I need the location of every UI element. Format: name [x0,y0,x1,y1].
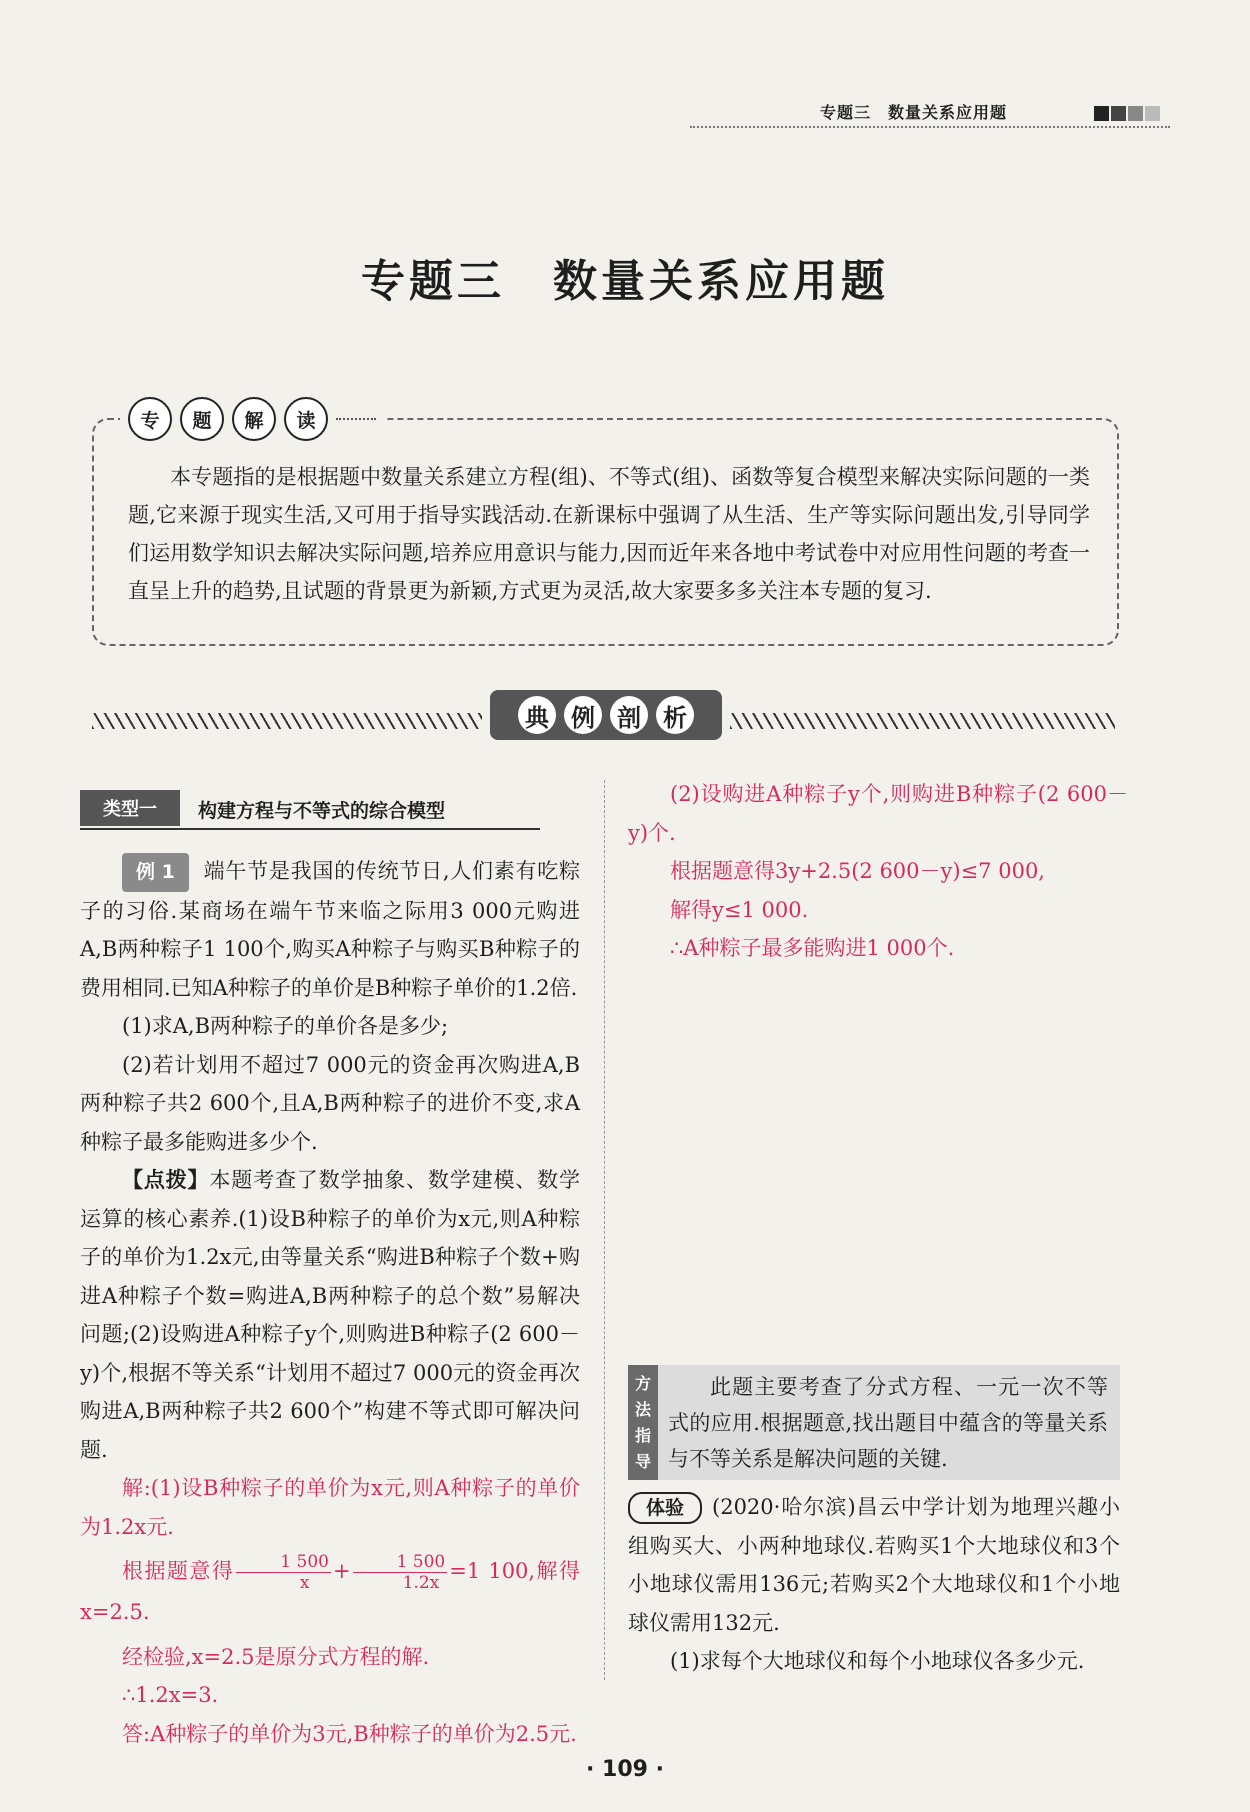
solution-pre: 根据题意得 [122,1559,235,1583]
interpretation-text: 本专题指的是根据题中数量关系建立方程(组)、不等式(组)、函数等复合模型来解决实际问题的一类题,它来源于现实生活,又可用于指导实践活动.在新课标中强调了从生活、生产等实际问题出发,引导同学们运用数学知识去解决实际问题,培养应用意识与能力,因而近年来各地中考试卷中对应用性问题的考查一直呈上升的趋势,且试题的背景更为新颖,方式更为灵活,故大家要多多关注本专题的复习. [128,465,1090,603]
page-number: · 109 · [586,1757,664,1782]
method-text: 此题主要考查了分式方程、一元一次不等式的应用.根据题意,找出题目中蕴含的等量关系与不等关系是解决问题的关键. [668,1375,1108,1471]
badge-char-1: 专 [128,397,172,441]
badge-char-4: 读 [284,397,328,441]
type-tag: 类型一 [80,790,180,826]
example-q1: (1)求A,B两种粽子的单价各是多少; [122,1014,449,1038]
experience-q1: (1)求每个大地球仪和每个小地球仪各多少元. [670,1649,1085,1673]
method-side-char-3: 指 [634,1425,651,1445]
fraction-2-den: 1.2x [402,1573,440,1593]
header-square-4 [1145,106,1160,121]
method-side-label [628,1365,658,1480]
example-badge: 例 1 [122,853,189,892]
solution-part2-eq: 根据题意得3y+2.5(2 600－y)≤7 000, [670,859,1045,883]
example-q2: (2)若计划用不超过7 000元的资金再次购进A,B两种粽子共2 600个,且A,B两种粽子的进价不变,求A种粽子最多能购进多少个. [80,1052,580,1154]
page-title: 专题三 数量关系应用题 [361,256,889,307]
header-square-3 [1128,106,1143,121]
banner-hatch-left [92,713,482,729]
badge-dots [336,418,376,420]
example-tip [80,1161,580,1469]
banner-hatch-right [730,713,1115,729]
badge-char-2: 题 [180,397,224,441]
solution-part2: (2)设购进A种粽子y个,则购进B种粽子(2 600－y)个. [628,782,1128,845]
banner-char-1: 典 [518,696,556,734]
experience-badge: 体验 [628,1492,702,1524]
method-side-char-2: 法 [634,1399,651,1419]
solution-answer: 答:A种粽子的单价为3元,B种粽子的单价为2.5元. [122,1721,577,1746]
solution-line-4: ∴1.2x=3. [122,1683,219,1707]
column-divider [604,780,605,1680]
solution-line-1: 解:(1)设B种粽子的单价为x元,则A种粽子的单价为1.2x元. [80,1476,580,1539]
fraction-2-num: 1 500 [353,1552,448,1573]
type-name: 构建方程与不等式的综合模型 [198,800,446,822]
banner-char-3: 剖 [610,696,648,734]
type-heading [80,790,540,830]
fraction-1-den: x [299,1573,310,1593]
banner-char-2: 例 [564,696,602,734]
header-square-2 [1111,106,1126,121]
right-column [628,775,1128,968]
plus-sign: + [332,1559,351,1583]
experience-problem [628,1488,1120,1642]
interpretation-badge [120,396,384,442]
header-square-1 [1094,106,1109,121]
banner-char-4: 析 [656,696,694,734]
example-stem [80,852,580,1007]
left-column [80,790,580,1753]
solution-part2-result: 解得y≤1 000. [670,897,809,922]
method-side-char-4: 导 [634,1451,651,1471]
solution-part2-answer: ∴A种粽子最多能购进1 000个. [670,936,955,960]
fraction-1 [236,1552,331,1593]
badge-char-3: 解 [232,397,276,441]
tip-text: 本题考查了数学抽象、数学建模、数学运算的核心素养.(1)设B种粽子的单价为x元,则A种粽子的单价为1.2x元,由等量关系“购进B种粽子个数+购进A种粽子个数=购进A,B两种粽子的总个数”易解决问题;(2)设购进A种粽子y个,则购进B种粽子(2 600－y)个,根据不等关系“计划用不超过7 000元的资金再次购进A,B两种粽子共2 600个”构建不等式即可解决问题. [80,1168,581,1462]
fraction-2 [353,1552,448,1593]
header-rule [690,126,1170,128]
fraction-1-num: 1 500 [236,1552,331,1573]
running-header [690,100,1170,124]
experience-text: (2020·哈尔滨)昌云中学计划为地理兴趣小组购买大、小两种地球仪.若购买1个大地球仪和3个小地球仪需用136元;若购买2个大地球仪和1个小地球仪需用132元. [628,1495,1120,1635]
solution-line-2 [80,1552,580,1632]
section-banner [490,690,722,740]
method-guide-box [628,1365,1120,1480]
tip-label: 【点拨】 [122,1167,210,1192]
running-header-title: 专题三 数量关系应用题 [820,103,1008,122]
solution-post: =1 100,解得x=2.5. [80,1559,581,1624]
method-side-char-1: 方 [634,1373,651,1393]
solution-line-3: 经检验,x=2.5是原分式方程的解. [122,1644,430,1669]
experience-block [628,1488,1120,1681]
example-stem-text: 端午节是我国的传统节日,人们素有吃粽子的习俗.某商场在端午节来临之际用3 000元购进A,B两种粽子1 100个,购买A种粽子与购买B种粽子的费用相同.已知A种粽子的单价是B种粽子单价的1.2倍. [80,859,580,1000]
